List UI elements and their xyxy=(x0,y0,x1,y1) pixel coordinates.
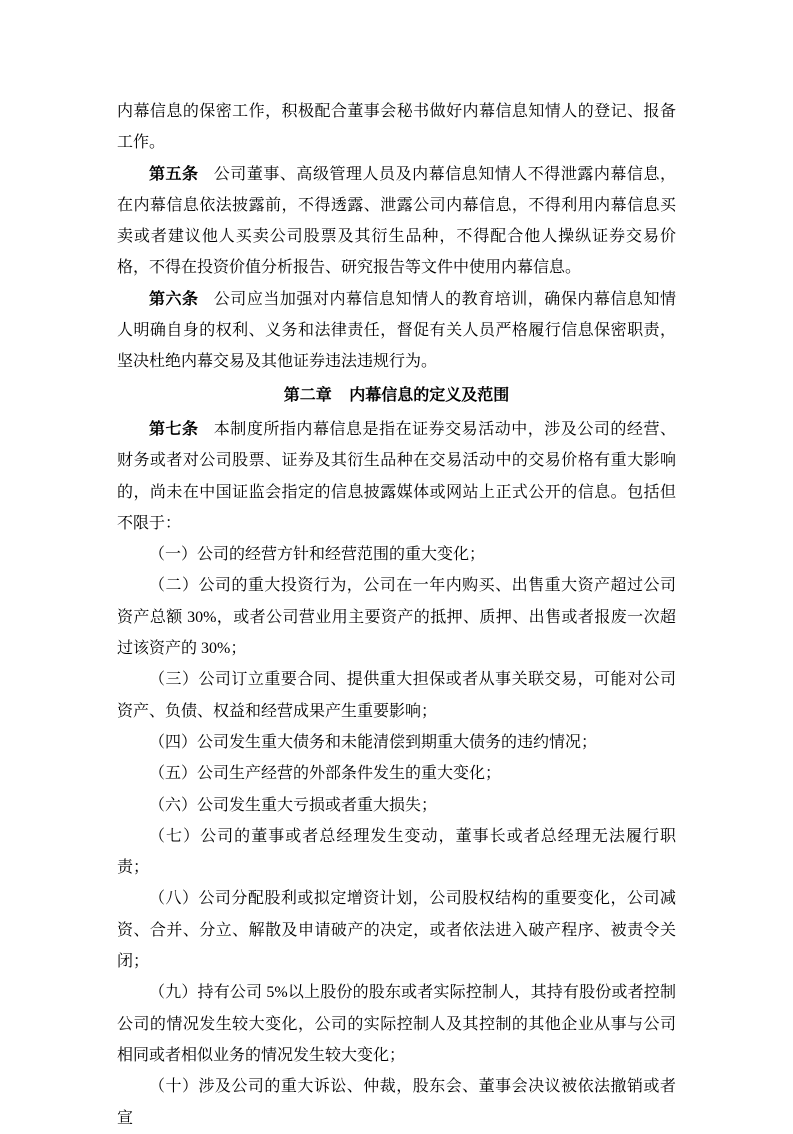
list-item-paragraph xyxy=(117,790,676,821)
chapter-heading xyxy=(117,380,676,411)
list-item-paragraph xyxy=(117,758,676,789)
list-item-paragraph xyxy=(117,977,676,1071)
paragraph-text: （五）公司生产经营的外部条件发生的重大变化； xyxy=(149,765,502,783)
paragraph-text: （八）公司分配股利或拟定增资计划，公司股权结构的重要变化，公司减资、合并、分立、解散及申请破产的决定，或者依法进入破产程序、被责令关闭； xyxy=(117,890,676,971)
continuation-paragraph xyxy=(117,96,676,159)
paragraph-text: （六）公司发生重大亏损或者重大损失； xyxy=(149,796,438,814)
paragraph-text: （一）公司的经营方针和经营范围的重大变化； xyxy=(149,546,486,564)
list-item-paragraph xyxy=(117,570,676,664)
paragraph-text: 内幕信息的保密工作，积极配合董事会秘书做好内幕信息知情人的登记、报备工作。 xyxy=(117,103,676,152)
article-paragraph xyxy=(117,159,676,284)
chapter-number: 第二章 xyxy=(283,386,332,404)
paragraph-text: （二）公司的重大投资行为，公司在一年内购买、出售重大资产超过公司资产总额 30%，或者公司营业用主要资产的抵押、质押、出售或者报废一次超过该资产的 30%； xyxy=(117,577,676,658)
article-number: 第七条 xyxy=(149,420,199,438)
paragraph-text: 本制度所指内幕信息是指在证券交易活动中，涉及公司的经营、财务或者对公司股票、证券及其衍生品种在交易活动中的交易价格有重大影响的，尚未在中国证监会指定的信息披露媒体或网站上正式公开的信息。包括但不限于： xyxy=(117,420,676,532)
list-item-paragraph xyxy=(117,883,676,977)
paragraph-text: （四）公司发生重大债务和未能清偿到期重大债务的违约情况； xyxy=(149,733,598,751)
article-number: 第五条 xyxy=(149,165,199,183)
chapter-title: 内幕信息的定义及范围 xyxy=(349,386,510,404)
paragraph-text: （十）涉及公司的重大诉讼、仲裁，股东会、董事会决议被依法撤销或者宣 xyxy=(117,1078,676,1127)
list-item-paragraph xyxy=(117,664,676,727)
paragraph-text: 公司应当加强对内幕信息知情人的教育培训，确保内幕信息知情人明确自身的权利、义务和法律责任，督促有关人员严格履行信息保密职责，坚决杜绝内幕交易及其他证券违法违规行为。 xyxy=(117,290,676,371)
article-number: 第六条 xyxy=(149,290,199,308)
article-paragraph xyxy=(117,284,676,378)
paragraph-text: （七）公司的董事或者总经理发生变动，董事长或者总经理无法履行职责； xyxy=(117,827,676,877)
paragraph-text: （三）公司订立重要合同、提供重大担保或者从事关联交易，可能对公司资产、负债、权益和经营成果产生重要影响； xyxy=(117,671,676,720)
list-item-paragraph xyxy=(117,727,676,758)
list-item-paragraph xyxy=(117,539,676,570)
list-item-paragraph xyxy=(117,1071,676,1134)
paragraph-text: 公司董事、高级管理人员及内幕信息知情人不得泄露内幕信息，在内幕信息依法披露前，不得透露、泄露公司内幕信息，不得利用内幕信息买卖或者建议他人买卖公司股票及其衍生品种，不得配合他人操纵证券交易价格，不得在投资价值分析报告、研究报告等文件中使用内幕信息。 xyxy=(117,165,676,277)
document-body xyxy=(117,96,676,1134)
list-item-paragraph xyxy=(117,821,676,884)
article-paragraph xyxy=(117,414,676,539)
paragraph-text: （九）持有公司 5%以上股份的股东或者实际控制人，其持有股份或者控制公司的情况发生较大变化，公司的实际控制人及其控制的其他企业从事与公司相同或者相似业务的情况发生较大变化； xyxy=(117,984,676,1064)
